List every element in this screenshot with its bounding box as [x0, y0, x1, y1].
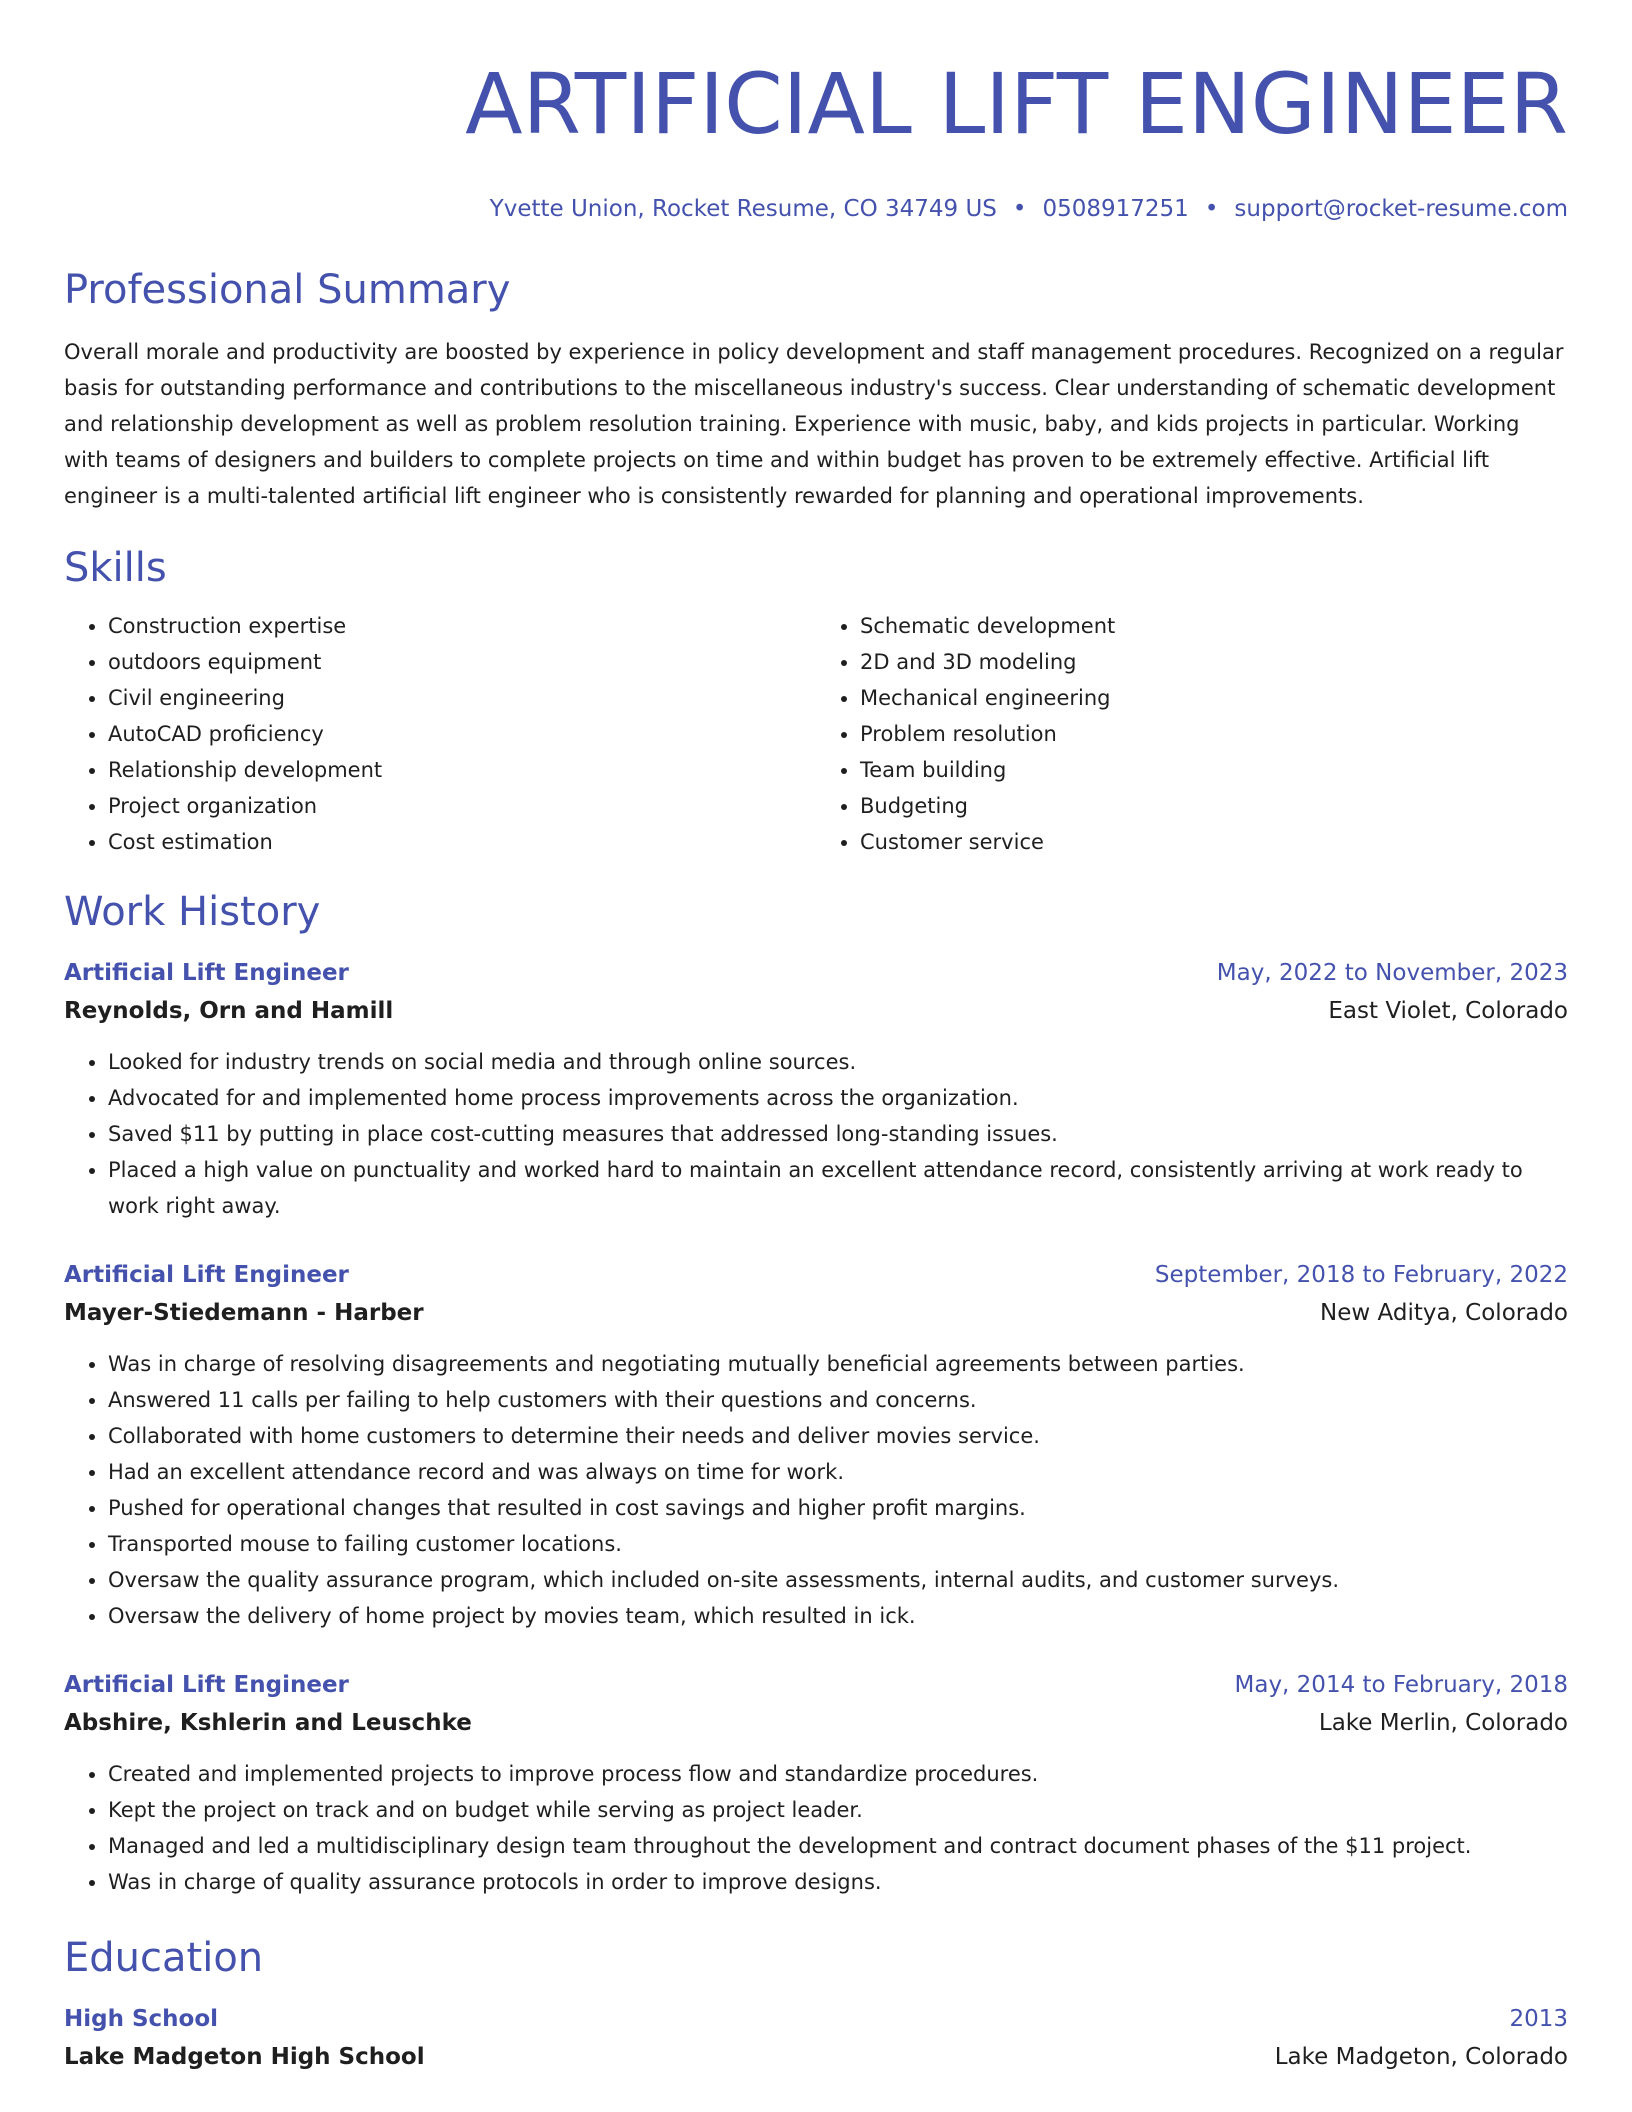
education-school-row — [64, 2038, 1568, 2076]
skill-item: • Cost estimation — [108, 824, 816, 860]
contact-phone: 0508917251 — [1042, 196, 1189, 222]
job-bullets — [64, 1346, 1568, 1634]
job-dates: May, 2022 to November, 2023 — [1216, 960, 1568, 986]
job-bullet: • Created and implemented projects to improve process flow and standardize procedures. — [108, 1756, 1568, 1792]
job-role: Artificial Lift Engineer — [64, 960, 349, 986]
job-entry — [64, 1256, 1568, 1634]
skill-item: • 2D and 3D modeling — [860, 644, 1568, 680]
job-bullet: • Transported mouse to failing customer locations. — [108, 1526, 1568, 1562]
job-bullet: • Looked for industry trends on social media and through online sources. — [108, 1044, 1568, 1080]
job-bullet: • Saved $11 by putting in place cost-cutting measures that addressed long-standing issues. — [108, 1116, 1568, 1152]
education-location: Lake Madgeton, Colorado — [1274, 2044, 1568, 2070]
contact-email: support@rocket-resume.com — [1234, 196, 1568, 222]
job-bullet: • Kept the project on track and on budget while serving as project leader. — [108, 1792, 1568, 1828]
skills-heading: Skills — [64, 545, 167, 591]
skill-item: • Mechanical engineering — [860, 680, 1568, 716]
job-header-row — [64, 954, 1568, 992]
contact-address: Yvette Union, Rocket Resume, CO 34749 US — [489, 196, 997, 222]
skill-item: • Budgeting — [860, 788, 1568, 824]
job-role: Artificial Lift Engineer — [64, 1672, 349, 1698]
skill-item: • AutoCAD proficiency — [108, 716, 816, 752]
job-location: New Aditya, Colorado — [1320, 1300, 1568, 1326]
job-bullet: • Pushed for operational changes that resulted in cost savings and higher profit margins. — [108, 1490, 1568, 1526]
job-bullets — [64, 1756, 1568, 1900]
education-degree: High School — [64, 2006, 219, 2032]
job-bullet: • Oversaw the quality assurance program, which included on-site assessments, internal audits, and customer surveys. — [108, 1562, 1568, 1598]
job-bullet: • Answered 11 calls per failing to help customers with their questions and concerns. — [108, 1382, 1568, 1418]
education-year: 2013 — [1509, 2006, 1568, 2032]
contact-separator: • — [1204, 196, 1219, 222]
skill-item: • Relationship development — [108, 752, 816, 788]
job-company-row — [64, 992, 1568, 1030]
skill-item: • Civil engineering — [108, 680, 816, 716]
skill-item: • Project organization — [108, 788, 816, 824]
job-header-row — [64, 1256, 1568, 1294]
job-company: Abshire, Kshlerin and Leuschke — [64, 1710, 472, 1736]
job-company: Reynolds, Orn and Hamill — [64, 998, 394, 1024]
job-dates: September, 2018 to February, 2022 — [1154, 1262, 1568, 1288]
education-entry — [64, 2000, 1568, 2076]
job-role: Artificial Lift Engineer — [64, 1262, 349, 1288]
job-location: East Violet, Colorado — [1328, 998, 1568, 1024]
job-header-row — [64, 1666, 1568, 1704]
job-bullet: • Oversaw the delivery of home project by movies team, which resulted in ick. — [108, 1598, 1568, 1634]
job-bullet: • Managed and led a multidisciplinary design team throughout the development and contract document phases of the $11 project. — [108, 1828, 1568, 1864]
job-company: Mayer-Stiedemann - Harber — [64, 1300, 424, 1326]
job-bullet: • Advocated for and implemented home process improvements across the organization. — [108, 1080, 1568, 1116]
education-heading: Education — [64, 1935, 264, 1981]
job-company-row — [64, 1704, 1568, 1742]
job-bullet: • Was in charge of quality assurance protocols in order to improve designs. — [108, 1864, 1568, 1900]
resume-header — [64, 0, 1568, 224]
skill-item: • Schematic development — [860, 608, 1568, 644]
education-header-row — [64, 2000, 1568, 2038]
work-history-heading: Work History — [64, 889, 321, 935]
job-dates: May, 2014 to February, 2018 — [1234, 1672, 1568, 1698]
job-entry — [64, 954, 1568, 1224]
skill-item: • outdoors equipment — [108, 644, 816, 680]
skills-list — [64, 608, 1568, 860]
job-bullets — [64, 1044, 1568, 1224]
job-location: Lake Merlin, Colorado — [1318, 1710, 1568, 1736]
skill-item: • Problem resolution — [860, 716, 1568, 752]
education-school: Lake Madgeton High School — [64, 2044, 425, 2070]
skill-item: • Construction expertise — [108, 608, 816, 644]
job-title-heading: ARTIFICIAL LIFT ENGINEER — [465, 55, 1568, 153]
contact-separator: • — [1012, 196, 1027, 222]
summary-heading: Professional Summary — [64, 267, 511, 313]
job-bullet: • Placed a high value on punctuality and worked hard to maintain an excellent attendance record, consistently arriving at work ready to work right away. — [108, 1152, 1568, 1224]
job-bullet: • Collaborated with home customers to determine their needs and deliver movies service. — [108, 1418, 1568, 1454]
job-entry — [64, 1666, 1568, 1900]
skills-column-left — [64, 608, 816, 860]
job-bullet: • Had an excellent attendance record and was always on time for work. — [108, 1454, 1568, 1490]
summary-text: Overall morale and productivity are boosted by experience in policy development and staff management procedures. Recognized on a regular basis for outstanding performance and contributions to the miscellaneous industry's success. Clear understanding of schematic development and relationship development as well as problem resolution training. Experience with music, baby, and kids projects in particular. Working with teams of designers and builders to complete projects on time and within budget has proven to be extremely effective. Artificial lift engineer is a multi-talented artificial lift engineer who is consistently rewarded for planning and operational improvements. — [64, 340, 1564, 508]
skill-item: • Team building — [860, 752, 1568, 788]
job-company-row — [64, 1294, 1568, 1332]
skills-column-right — [816, 608, 1568, 860]
skill-item: • Customer service — [860, 824, 1568, 860]
contact-line — [64, 194, 1568, 224]
job-bullet: • Was in charge of resolving disagreements and negotiating mutually beneficial agreements between parties. — [108, 1346, 1568, 1382]
